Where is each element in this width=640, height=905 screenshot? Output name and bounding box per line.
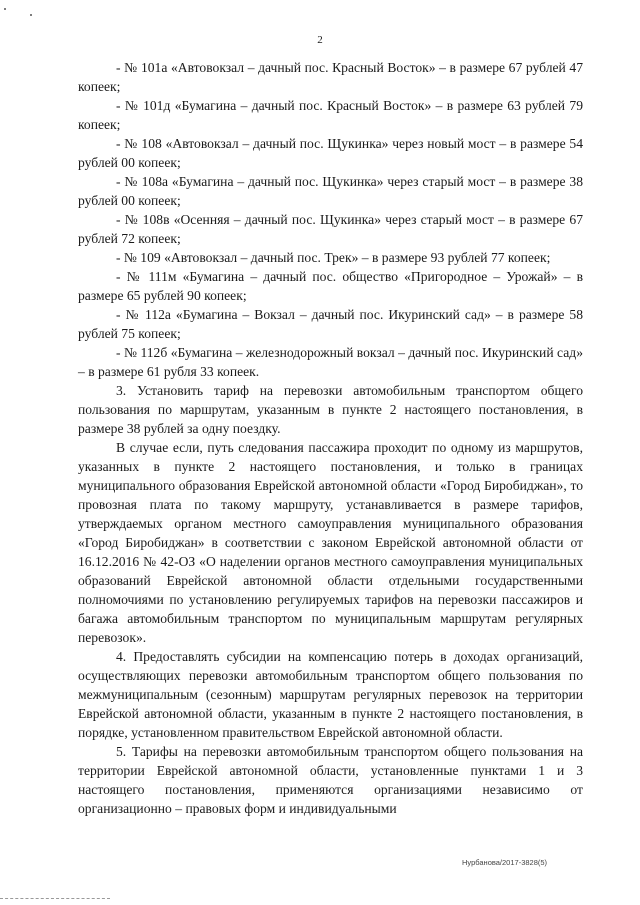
page-edge-mark	[0, 898, 110, 900]
clause-4: 4. Предоставлять субсидии на компенсацию потерь в доходах организаций, осуществляющих перевозки автомобильным транспортом общего пользования по межмуниципальным (сезонным) маршрутам регулярных перевозок на территории Еврейской автономной области, указанным в пункте 2 настоящего постановления, в порядке, установленном правительством Еврейской автономной области.	[78, 649, 583, 740]
scan-speck	[30, 14, 32, 16]
route-item: - № 112б «Бумагина – железнодорожный вокзал – дачный пос. Икуринский сад» – в размере 61 рубля 33 копеек.	[78, 345, 583, 379]
page-number: 2	[317, 34, 323, 46]
route-item: - № 108 «Автовокзал – дачный пос. Щукинка» через новый мост – в размере 54 рублей 00 копеек;	[78, 136, 583, 170]
scan-speck	[4, 8, 6, 10]
document-code: Нурбанова/2017-3828(5)	[462, 858, 548, 867]
route-item: - № 101д «Бумагина – дачный пос. Красный Восток» – в размере 63 рублей 79 копеек;	[78, 98, 583, 132]
clause-3-note: В случае если, путь следования пассажира проходит по одному из маршрутов, указанных в пункте 2 настоящего постановления, и только в границах муниципального образования Еврейской автономной области «Город Биробиджан», то провозная плата по такому маршруту, устанавливается в размере тарифов, утверждаемых органом местного самоуправления муниципального образования «Город Биробиджан» в соответствии с законом Еврейской автономной области от 16.12.2016 № 42-ОЗ «О наделении органов местного самоуправления муниципальных образований Еврейской автономной области отдельными государственными полномочиями по установлению регулируемых тарифов на перевозки пассажиров и багажа автомобильным транспортом по муниципальным маршрутам регулярных перевозок».	[78, 440, 583, 645]
route-item: - № 111м «Бумагина – дачный пос. общество «Пригородное – Урожай» – в размере 65 рублей 90 копеек;	[78, 269, 583, 303]
route-item: - № 108а «Бумагина – дачный пос. Щукинка» через старый мост – в размере 38 рублей 00 копеек;	[78, 174, 583, 208]
clause-3: 3. Установить тариф на перевозки автомобильным транспортом общего пользования по маршрутам, указанным в пункте 2 настоящего постановления, в размере 38 рублей за одну поездку.	[78, 383, 583, 436]
route-item: - № 109 «Автовокзал – дачный пос. Трек» – в размере 93 рублей 77 копеек;	[116, 250, 551, 265]
document-body	[78, 58, 583, 818]
route-item: - № 108в «Осенняя – дачный пос. Щукинка» через старый мост – в размере 67 рублей 72 копеек;	[78, 212, 583, 246]
clause-5: 5. Тарифы на перевозки автомобильным транспортом общего пользования на территории Еврейской автономной области, установленные пунктами 1 и 3 настоящего постановления, применяются организациями независимо от организационно – правовых форм и индивидуальными	[78, 744, 583, 816]
route-item: - № 101а «Автовокзал – дачный пос. Красный Восток» – в размере 67 рублей 47 копеек;	[78, 60, 583, 94]
route-item: - № 112а «Бумагина – Вокзал – дачный пос. Икуринский сад» – в размере 58 рублей 75 копеек;	[78, 307, 583, 341]
